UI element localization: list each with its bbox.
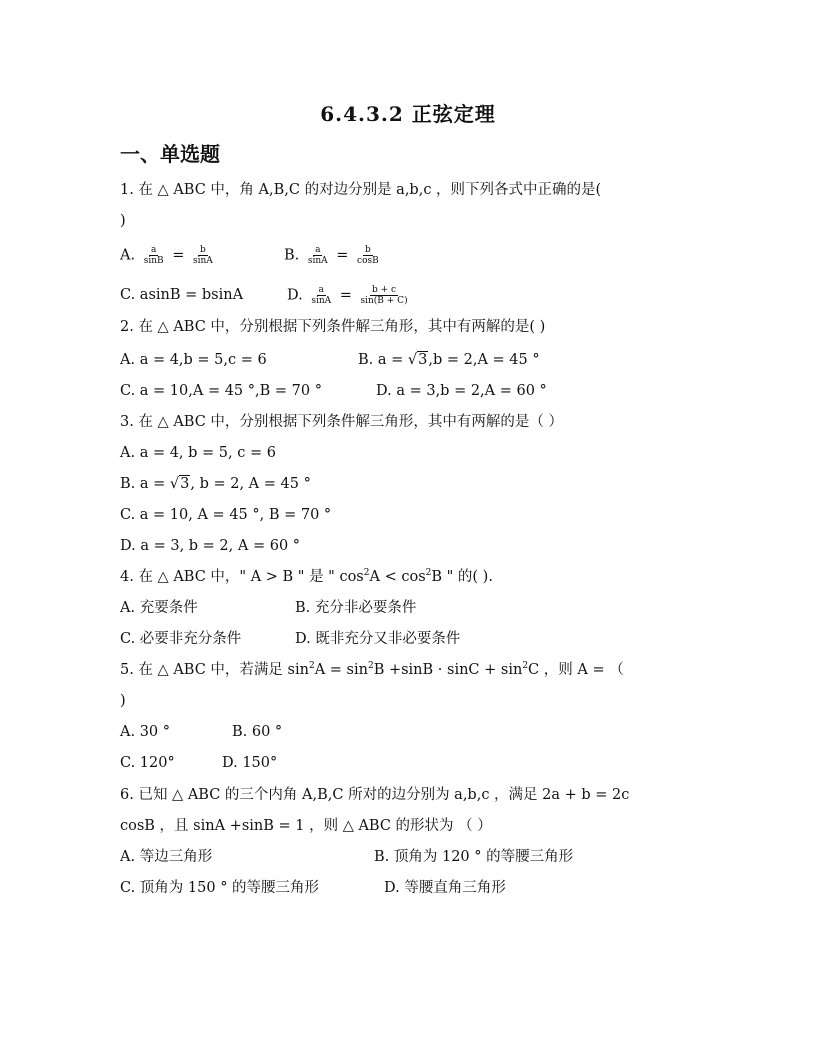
equals-sign: = — [339, 287, 352, 304]
page-title: 6.4.3.2 正弦定理 — [320, 102, 496, 126]
q4-option-d: D. 既非充分又非必要条件 — [295, 631, 461, 647]
superscript: 2 — [367, 661, 374, 672]
equals-sign: = — [172, 247, 185, 264]
q3-option-a: A. a = 4, b = 5, c = 6 — [120, 445, 276, 461]
superscript: 2 — [522, 661, 529, 672]
q6-stem-line1: 6. 已知 △ ABC 的三个内角 A,B,C 所对的边分别为 a,b,c ，满足 2a + b = 2c — [120, 787, 630, 803]
q3-option-b — [120, 474, 311, 494]
denominator: sinA — [311, 296, 332, 306]
q4-option-b: B. 充分非必要条件 — [295, 600, 417, 616]
q5-stem-line1 — [120, 660, 624, 680]
q1-option-b — [284, 245, 383, 266]
denominator: sinA — [193, 256, 213, 266]
denominator: sin(B + C) — [360, 296, 408, 306]
option-text: ,b = 2,A = 45 ° — [428, 352, 540, 368]
q2-stem: 2. 在 △ ABC 中，分别根据下列条件解三角形，其中有两解的是( ) — [120, 319, 546, 335]
q5-option-c: C. 120° — [120, 755, 175, 771]
q5-stem-line2: ) — [120, 693, 126, 709]
fraction — [306, 245, 330, 266]
q1-stem-line1: 1. 在 △ ABC 中，角 A,B,C 的对边分别是 a,b,c ，则下列各式中正确的是( — [120, 182, 602, 198]
superscript: 2 — [425, 568, 432, 579]
q2-option-a: A. a = 4,b = 5,c = 6 — [120, 352, 267, 368]
q5-option-d: D. 150° — [222, 755, 278, 771]
q1-option-c: C. asinB = bsinA — [120, 287, 244, 303]
q3-stem: 3. 在 △ ABC 中，分别根据下列条件解三角形，其中有两解的是（ ） — [120, 414, 564, 430]
denominator: sinA — [307, 256, 328, 266]
denominator: cosB — [357, 256, 379, 266]
stem-text: B " 的( ). — [431, 569, 493, 585]
numerator: a — [315, 245, 321, 255]
numerator: b + c — [372, 285, 397, 295]
q1-option-d — [287, 285, 412, 306]
stem-text: A = sin — [314, 662, 368, 678]
radicand: 3 — [418, 352, 428, 368]
numerator: b — [200, 245, 206, 255]
fraction — [309, 285, 333, 306]
superscript: 2 — [363, 568, 370, 579]
stem-text: A < cos — [369, 569, 426, 585]
option-label: A. — [120, 247, 136, 264]
q4-option-c: C. 必要非充分条件 — [120, 631, 242, 647]
option-label: B. — [284, 247, 300, 264]
q4-option-a: A. 充要条件 — [120, 600, 198, 616]
fraction — [191, 245, 215, 266]
option-text: B. a = — [358, 352, 408, 368]
numerator: a — [150, 245, 157, 255]
q2-option-b — [358, 350, 540, 370]
superscript: 2 — [308, 661, 315, 672]
q3-option-d: D. a = 3, b = 2, A = 60 ° — [120, 538, 301, 554]
q5-option-a: A. 30 ° — [120, 724, 170, 740]
option-label: D. — [287, 287, 303, 304]
stem-text: 4. 在 △ ABC 中，" A > B " 是 " cos — [120, 569, 364, 585]
sqrt-symbol: √3 — [169, 476, 190, 492]
radicand: 3 — [180, 476, 190, 492]
section-heading: 一、单选题 — [120, 142, 220, 166]
equals-sign: = — [336, 247, 349, 264]
q2-option-d: D. a = 3,b = 2,A = 60 ° — [376, 383, 547, 399]
q2-option-c: C. a = 10,A = 45 °,B = 70 ° — [120, 383, 322, 399]
q6-option-c: C. 顶角为 150 ° 的等腰三角形 — [120, 880, 320, 896]
q1-option-a — [120, 245, 217, 266]
q4-stem — [120, 567, 493, 587]
option-text: , b = 2, A = 45 ° — [190, 476, 311, 492]
q5-option-b: B. 60 ° — [232, 724, 283, 740]
q3-option-c: C. a = 10, A = 45 °, B = 70 ° — [120, 507, 332, 523]
denominator: sinB — [143, 256, 164, 266]
fraction — [142, 245, 166, 266]
q1-stem-line2: ) — [120, 213, 126, 229]
q6-option-a: A. 等边三角形 — [120, 849, 213, 865]
fraction — [355, 245, 381, 266]
option-text: B. a = — [120, 476, 170, 492]
fraction — [359, 285, 410, 306]
numerator: a — [318, 285, 324, 295]
stem-text: 5. 在 △ ABC 中，若满足 sin — [120, 662, 309, 678]
q6-option-d: D. 等腰直角三角形 — [384, 880, 506, 896]
sqrt-symbol: √3 — [407, 352, 428, 368]
q6-option-b: B. 顶角为 120 ° 的等腰三角形 — [374, 849, 574, 865]
q6-stem-line2: cosB ，且 sinA +sinB = 1 ，则 △ ABC 的形状为 （ ） — [120, 818, 492, 834]
stem-text: B +sinB · sinC + sin — [373, 662, 523, 678]
numerator: b — [365, 245, 371, 255]
stem-text: C ，则 A = （ — [528, 662, 624, 678]
